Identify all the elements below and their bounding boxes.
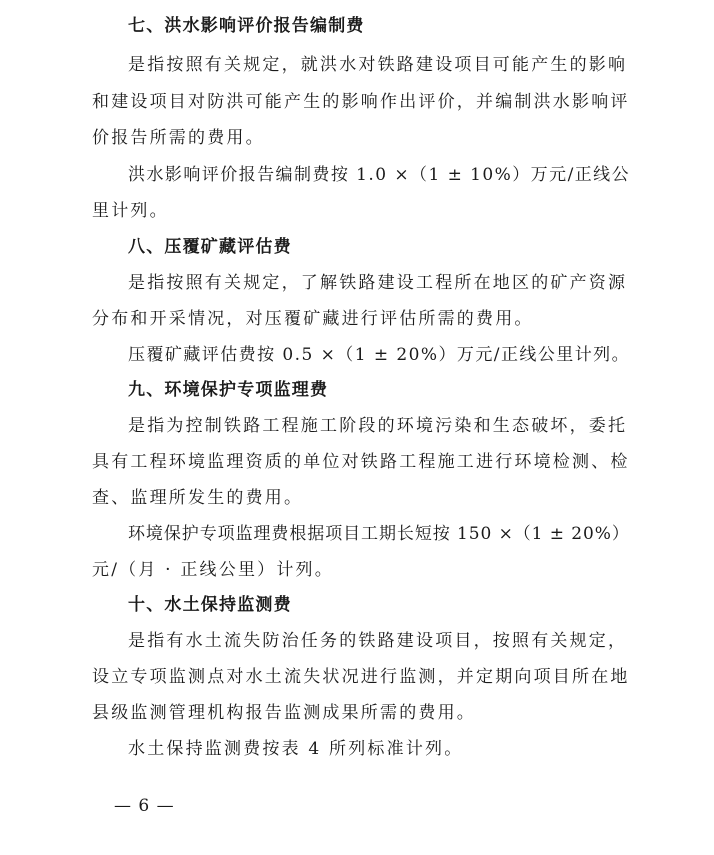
page-number: — 6 — [114, 796, 175, 816]
section-heading-7: 七、洪水影响评价报告编制费 [128, 16, 365, 36]
paragraph-line: 查、监理所发生的费用。 [92, 488, 304, 508]
paragraph-line: 是指为控制铁路工程施工阶段的环境污染和生态破坏，委托 [128, 416, 628, 436]
section-heading-9: 九、环境保护专项监理费 [128, 380, 329, 400]
paragraph-line: 是指有水土流失防治任务的铁路建设项目，按照有关规定， [128, 631, 628, 651]
paragraph-line: 水土保持监测费按表 4 所列标准计列。 [128, 739, 464, 759]
paragraph-line: 压覆矿藏评估费按 0.5 ×（1 ± 20%）万元/正线公里计列。 [128, 345, 631, 365]
paragraph-line: 设立专项监测点对水土流失状况进行监测，并定期向项目所在地 [92, 667, 630, 687]
paragraph-line: 和建设项目对防洪可能产生的影响作出评价，并编制洪水影响评 [92, 92, 630, 112]
paragraph-line: 是指按照有关规定，了解铁路建设工程所在地区的矿产资源 [128, 273, 628, 293]
paragraph-line: 里计列。 [92, 201, 169, 221]
paragraph-line: 价报告所需的费用。 [92, 128, 265, 148]
paragraph-line: 县级监测管理机构报告监测成果所需的费用。 [92, 703, 476, 723]
paragraph-line: 具有工程环境监理资质的单位对铁路工程施工进行环境检测、检 [92, 452, 630, 472]
paragraph-line: 分布和开采情况，对压覆矿藏进行评估所需的费用。 [92, 309, 534, 329]
paragraph-line: 环境保护专项监理费根据项目工期长短按 150 ×（1 ± 20%） [128, 524, 630, 544]
paragraph-line: 是指按照有关规定，就洪水对铁路建设项目可能产生的影响 [128, 55, 628, 75]
paragraph-line: 元/（月 · 正线公里）计列。 [92, 560, 334, 580]
section-heading-8: 八、压覆矿藏评估费 [128, 237, 292, 257]
section-heading-10: 十、水土保持监测费 [128, 595, 292, 615]
paragraph-line: 洪水影响评价报告编制费按 1.0 ×（1 ± 10%）万元/正线公 [128, 165, 631, 185]
